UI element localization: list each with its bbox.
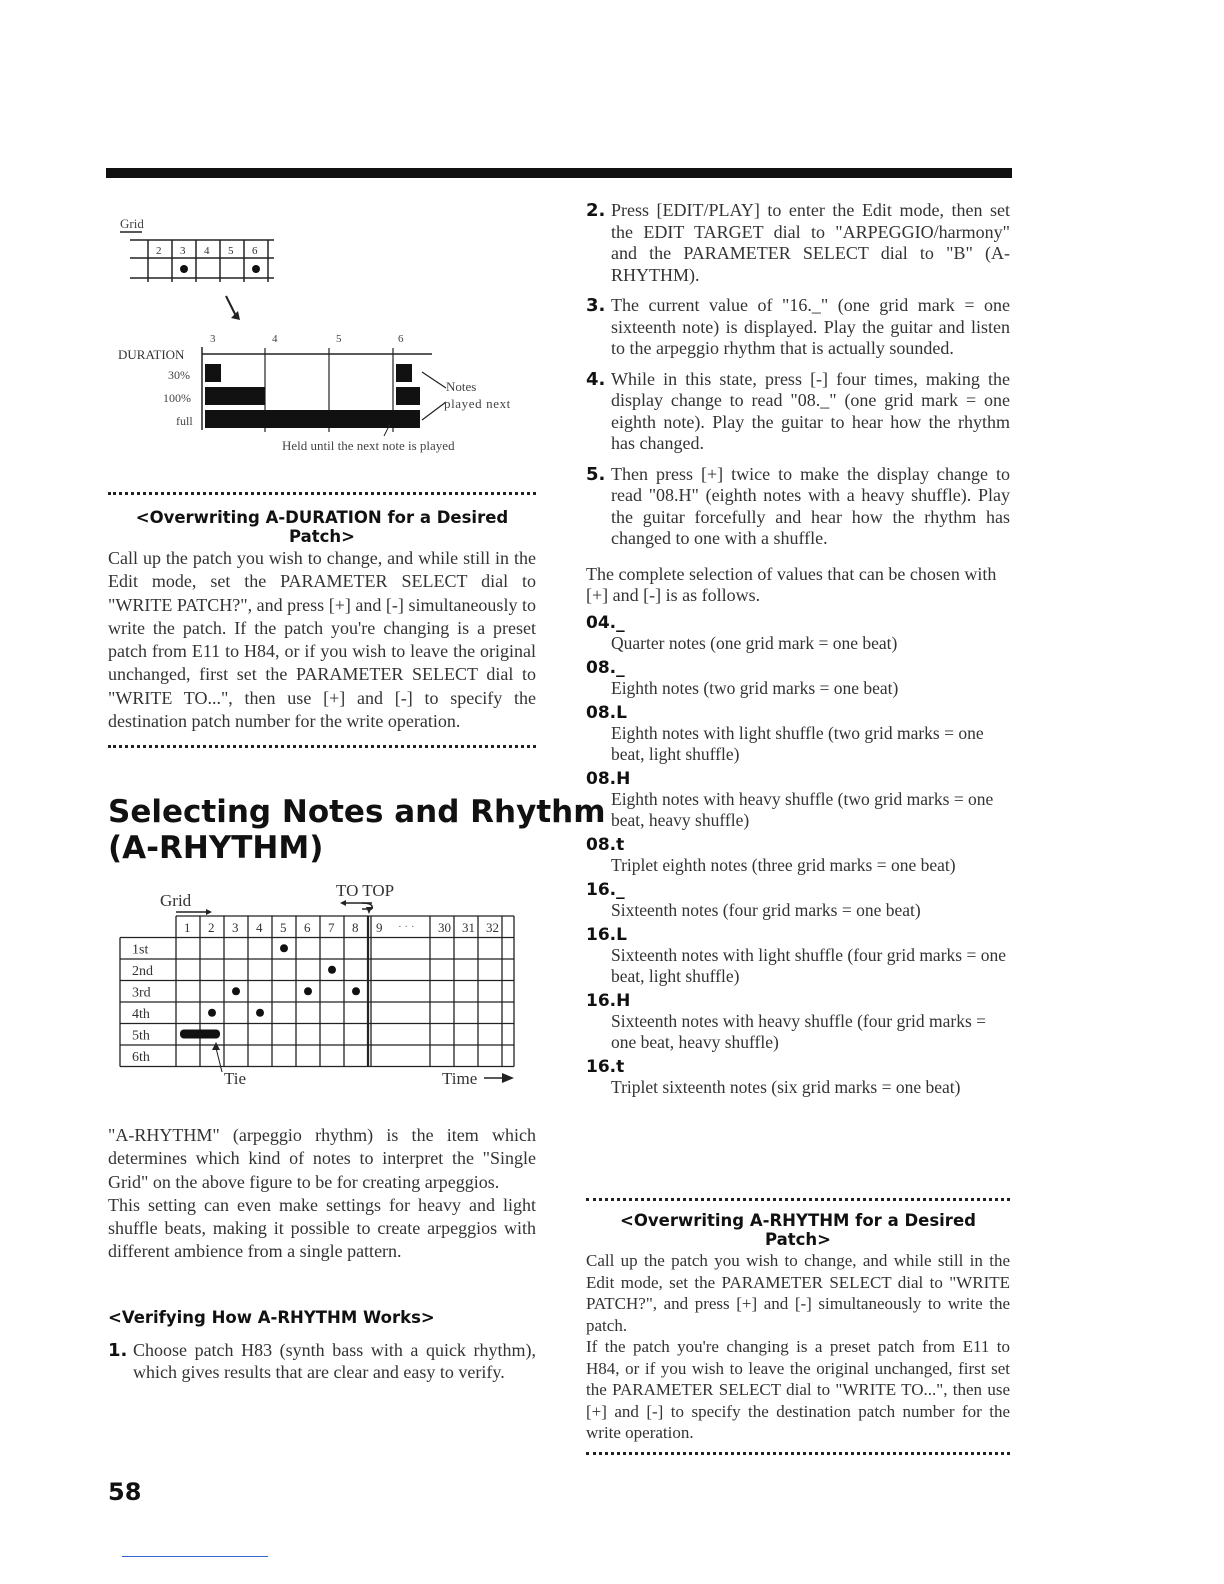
step-text: While in this state, press [-] four times, making the display change to read "08._" (one grid mark = one eighth note). Play the guitar to hear how the rhythm has changed. [611,368,1010,453]
fig2-grid-label: Grid [160,891,192,910]
grid-row-label: 1st [132,942,149,958]
value-item [586,991,1010,1053]
row-label-100: 100% [163,391,191,405]
value-description: Sixteenth notes with heavy shuffle (four grid marks = one beat, heavy shuffle) [611,1010,987,1052]
row-label-30: 30% [168,368,190,382]
held-label: Held until the next note is played [282,438,455,453]
rhythm-grid [120,916,514,1072]
grid-column-header: 31 [462,920,475,935]
grid-column-header: 6 [304,920,311,935]
played-next-label: played next [444,396,511,411]
duration-bar-full [396,410,420,428]
step-number: 1. [108,1340,128,1361]
intro-p2: This setting can even make settings for heavy and light shuffle beats, making it possible to create arpeggios with different ambience from a single pattern. [108,1194,536,1262]
step-text: Press [EDIT/PLAY] to enter the Edit mode, then set the EDIT TARGET dial to "ARPEGGIO/harmony" and the PARAMETER SELECT dial to "B" (A-RHYTHM). [611,200,1010,285]
value-item [586,1057,1010,1098]
value-description: Sixteenth notes with light shuffle (four grid marks = one beat, light shuffle) [611,944,1006,986]
value-item [586,613,1010,654]
section-title [108,794,606,866]
verify-title: <Verifying How A-RHYTHM Works> [108,1308,435,1327]
grid-row-label: 3rd [132,985,151,1001]
note-dot [304,987,312,995]
dotted-divider [108,745,536,748]
fig1-cell: 2 [156,245,162,257]
grid-column-header: 3 [232,920,239,935]
to-top-label: TO TOP [336,881,395,900]
fig1-mark: 3 [210,333,216,345]
time-label: Time [442,1069,478,1088]
value-description: Triplet eighth notes (three grid marks = one beat) [611,854,956,875]
rhythm-grid-figure [118,876,528,1094]
step-number: 3. [586,295,606,316]
section-title-line2: (A-RHYTHM) [108,830,324,866]
step-number: 4. [586,368,606,390]
grid-column-header: 30 [438,920,451,935]
box2-title: <Overwriting A-RHYTHM for a Desired Patch> [620,1211,976,1249]
value-code: 08.H [586,768,631,789]
note-dot [280,944,288,952]
duration-bar-100 [205,387,265,405]
step-1 [108,1340,536,1383]
value-item [586,769,1010,831]
value-code: 16._ [586,879,625,900]
duration-bar-100 [396,387,420,405]
value-description: Eighth notes with heavy shuffle (two grid marks = one beat, heavy shuffle) [611,788,994,830]
fig1-cell: 5 [228,245,234,257]
grid-row-label: 6th [132,1050,150,1065]
section-title-line1: Selecting Notes and Rhythm [108,794,606,830]
step-2 [586,200,1010,286]
grid-column-header: 32 [486,920,499,935]
value-description: Sixteenth notes (four grid marks = one beat) [611,899,921,920]
value-code: 16.t [586,1056,625,1077]
dotted-divider [586,1452,1010,1455]
fig1-grid-label: Grid [120,216,144,231]
box1-text: Call up the patch you wish to change, and while still in the Edit mode, set the PARAMETER SELECT dial to "WRITE PATCH?", and press [+] and [-] simultaneously to write the patch. If the patch you're changing is a preset patch from E11 to H84, or if you wish to leave the original unchanged, first set the PARAMETER SELECT dial to "WRITE TO...", then use [+] and [-] to specify the destination patch number for the write operation. [108,548,536,732]
dotted-divider [586,1198,1010,1201]
value-code: 16.H [586,990,631,1011]
value-description: Triplet sixteenth notes (six grid marks = one beat) [611,1076,961,1097]
step-text: Choose patch H83 (synth bass with a quick rhythm), which gives results that are clear and easy to verify. [133,1340,536,1382]
step-number: 5. [586,463,606,485]
note-dot [180,265,188,273]
duration-label: DURATION [118,347,185,362]
notes-label: Notes [446,379,477,394]
step-5 [586,464,1010,550]
footer-link-line [122,1556,268,1557]
box2-p1: Call up the patch you wish to change, and while still in the Edit mode, set the PARAMETER SELECT dial to "WRITE PATCH?", and press [+] and [-] simultaneously to write the patch. [586,1251,1010,1335]
grid-column-header: 7 [328,920,335,935]
value-item [586,658,1010,699]
grid-column-header: 1 [184,920,191,935]
value-item [586,925,1010,987]
value-item [586,703,1010,765]
duration-figure [110,210,540,460]
value-code: 16.L [586,924,627,945]
value-description: Eighth notes with light shuffle (two grid marks = one beat, light shuffle) [611,722,984,764]
tie-bar [180,1030,220,1039]
value-code: 08.t [586,834,625,855]
dotted-divider [108,492,536,495]
intro-text [108,1124,536,1264]
intro-p1: "A-RHYTHM" (arpeggio rhythm) is the item which determines which kind of notes to interpret the "Single Grid" on the above figure to be for creating arpeggios. [108,1125,536,1192]
value-code: 04._ [586,612,625,633]
note-dot [352,987,360,995]
box2-p2: If the patch you're changing is a preset patch from E11 to H84, or if you wish to leave the original unchanged, first set the PARAMETER SELECT dial to "WRITE TO...", then use [+] and [-] to specify the destination patch number for the write operation. [586,1337,1010,1442]
step-text: Then press [+] twice to make the display change to read "08.H" (eighth notes with a heavy shuffle). Play the guitar forcefully and hear how the rhythm has changed to one with a shuffle. [611,463,1010,548]
grid-column-header: 5 [280,920,287,935]
duration-bar-full [205,410,396,428]
row-label-full: full [176,414,193,428]
value-description: Eighth notes (two grid marks = one beat) [611,677,899,698]
fig1-mark: 6 [398,333,404,345]
grid-row-label: 5th [132,1028,150,1044]
value-item [586,880,1010,921]
values-intro: The complete selection of values that can be chosen with [+] and [-] is as follows. [586,563,997,605]
duration-bar-30 [205,364,221,382]
box1-title: <Overwriting A-DURATION for a Desired Patch> [135,508,509,546]
value-code: 08._ [586,657,625,678]
fig1-mark: 5 [336,333,342,345]
tie-label: Tie [224,1069,247,1088]
value-description: Quarter notes (one grid mark = one beat) [611,632,898,653]
grid-column-header: 4 [256,920,263,935]
grid-gap-ellipsis: · · · [398,921,415,933]
fig1-mark: 4 [272,333,278,345]
fig1-cell: 4 [204,245,210,257]
note-dot [256,1009,264,1017]
step-3 [586,295,1010,360]
step-4 [586,369,1010,455]
step-text: The current value of "16._" (one grid mark = one sixteenth note) is displayed. Play the guitar and listen to the arpeggio rhythm that is actually sounded. [611,295,1010,358]
grid-column-header: 2 [208,920,215,935]
grid-row-label: 4th [132,1007,150,1022]
fig1-cell: 3 [180,245,186,257]
grid-column-header: 9 [376,920,383,935]
note-dot [208,1009,216,1017]
page-number: 58 [108,1478,142,1506]
right-column [586,200,1010,1098]
note-dot [328,966,336,974]
value-code: 08.L [586,702,627,723]
top-rule [106,168,1012,178]
step-number: 2. [586,200,606,221]
overwrite-duration-box [108,492,536,748]
overwrite-rhythm-box [586,1198,1010,1455]
duration-bar-30 [396,364,412,382]
note-dot [232,987,240,995]
grid-row-label: 2nd [132,964,153,979]
tie-arrow [212,1042,220,1050]
grid-column-header: 8 [352,920,359,935]
fig1-cell: 6 [252,245,258,257]
value-item [586,835,1010,876]
values-list [586,613,1010,1098]
note-dot [252,265,260,273]
